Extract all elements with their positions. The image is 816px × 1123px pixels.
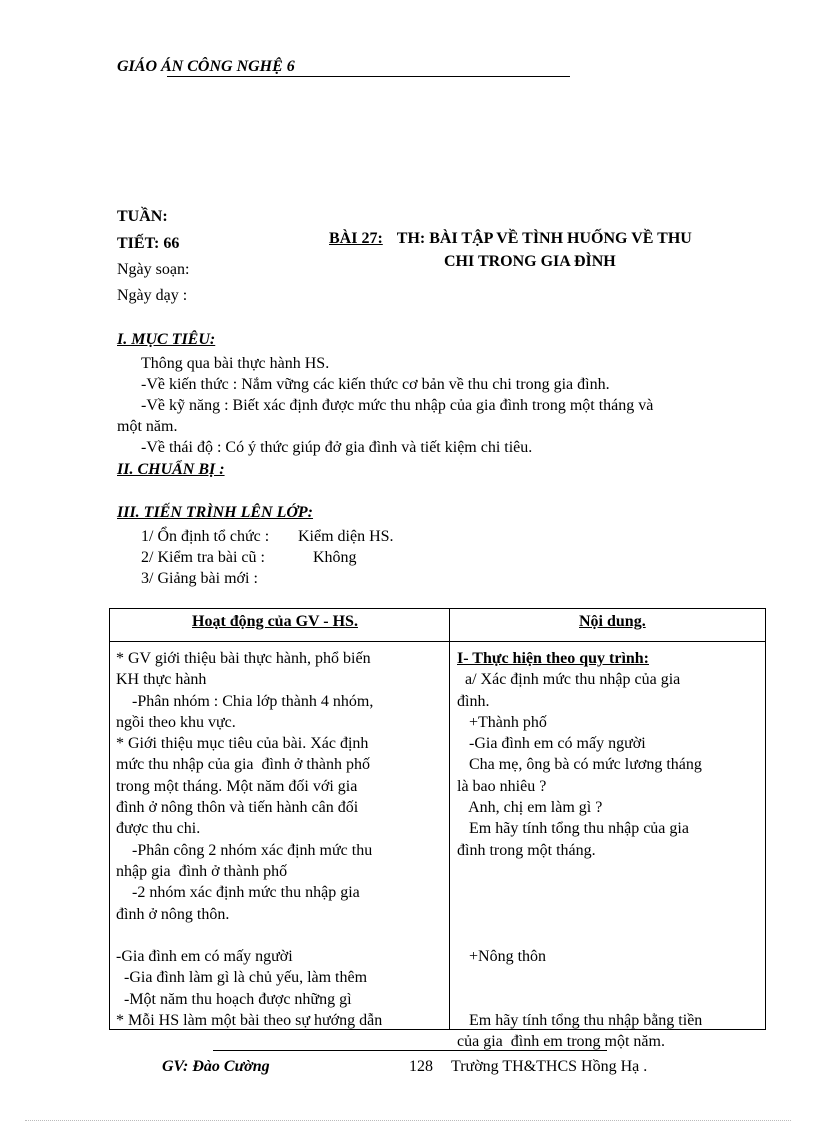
table-cell-line: -2 nhóm xác định mức thu nhập gia — [116, 884, 360, 902]
table-column-content — [457, 648, 762, 1053]
table-cell-line — [457, 967, 762, 988]
table-cell-line: -Gia đình em có mấy người — [457, 735, 646, 753]
table-cell-line: được thu chi. — [116, 820, 201, 838]
table-cell-line: trong một tháng. Một năm đối với gia — [116, 777, 358, 795]
procedure-step: 1/ Ổn định tổ chức : Kiểm diện HS. — [141, 528, 394, 545]
table-cell-line: Em hãy tính tổng thu nhập bằng tiền — [457, 1012, 703, 1030]
preparation-heading: II. CHUẨN BỊ : — [117, 461, 225, 478]
table-cell-line — [457, 925, 762, 946]
procedure-step: 2/ Kiểm tra bài cũ : Không — [141, 549, 357, 566]
table-cell-line: của gia đình em trong một năm. — [457, 1033, 665, 1051]
period-label: TIẾT: 66 — [117, 235, 180, 252]
table-cell-line: +Nông thôn — [457, 948, 547, 966]
table-column-divider — [449, 608, 450, 1030]
footer-page-number: 128 — [409, 1058, 433, 1075]
teach-date-label: Ngày dạy : — [117, 287, 188, 304]
footer-teacher: GV: Đào Cường — [162, 1058, 270, 1075]
table-cell-line: nhập gia đình ở thành phố — [116, 862, 288, 880]
objective-line: -Về kỹ năng : Biết xác định được mức thu nhập của gia đình trong một tháng và — [141, 397, 654, 414]
table-cell-line: đình ở nông thôn và tiến hành cân đối — [116, 799, 359, 817]
footer-school: Trường TH&THCS Hồng Hạ . — [451, 1058, 648, 1075]
lesson-number: BÀI 27: — [329, 230, 383, 247]
table-cell-line: -Gia đình làm gì là chủ yếu, làm thêm — [116, 969, 368, 987]
objective-line: Thông qua bài thực hành HS. — [141, 355, 330, 372]
objective-line: -Về thái độ : Có ý thức giúp đở gia đình và tiết kiệm chi tiêu. — [141, 439, 533, 456]
prep-date-label: Ngày soạn: — [117, 261, 190, 278]
procedure-heading: III. TIẾN TRÌNH LÊN LỚP: — [117, 504, 314, 521]
header-underline — [167, 76, 570, 77]
table-header-activities: Hoạt động của GV - HS. — [192, 613, 358, 630]
table-cell-line — [457, 882, 762, 903]
table-cell-line — [457, 861, 762, 882]
table-cell-line: KH thực hành — [116, 671, 207, 689]
table-cell-line: -Phân nhóm : Chia lớp thành 4 nhóm, — [116, 692, 374, 710]
document-header-title: GIÁO ÁN CÔNG NGHỆ 6 — [117, 58, 295, 75]
procedure-steps — [141, 526, 394, 589]
page-bottom-edge — [25, 1120, 791, 1121]
table-column-activities — [116, 648, 444, 1031]
week-label: TUẦN: — [117, 208, 168, 225]
table-cell-line: -Một năm thu hoạch được những gì — [116, 990, 352, 1008]
table-cell-line: ngồi theo khu vực. — [116, 713, 236, 731]
lesson-title — [329, 230, 692, 248]
table-cell-line: a/ Xác định mức thu nhập của gia — [457, 671, 681, 689]
footer-rule — [213, 1050, 607, 1051]
table-cell-line: đình ở nông thôn. — [116, 905, 230, 923]
content-section-heading: I- Thực hiện theo quy trình: — [457, 650, 650, 667]
objective-line: một năm. — [117, 418, 178, 435]
table-cell-line: +Thành phố — [457, 713, 547, 731]
table-cell-line: là bao nhiêu ? — [457, 777, 547, 795]
table-cell-line: Cha mẹ, ông bà có mức lương tháng — [457, 756, 702, 774]
table-cell-line: -Gia đình em có mấy người — [116, 948, 293, 966]
table-cell-line: Em hãy tính tổng thu nhập của gia — [457, 820, 689, 838]
lesson-title-line2: CHI TRONG GIA ĐÌNH — [444, 253, 616, 270]
table-cell-line — [457, 904, 762, 925]
procedure-step: 3/ Giảng bài mới : — [141, 570, 258, 587]
lesson-title-line1: TH: BÀI TẬP VỀ TÌNH HUỐNG VỀ THU — [396, 230, 692, 247]
table-cell-line: * Giới thiệu mục tiêu của bài. Xác định — [116, 735, 369, 753]
objectives-heading: I. MỤC TIÊU: — [117, 331, 216, 348]
table-header-content: Nội dung. — [579, 613, 646, 630]
table-cell-line: * GV giới thiệu bài thực hành, phổ biến — [116, 650, 371, 667]
table-cell-line: -Phân công 2 nhóm xác định mức thu — [116, 841, 373, 859]
table-cell-line — [116, 925, 444, 946]
objectives-body — [117, 353, 653, 458]
table-cell-line: * Mỗi HS làm một bài theo sự hướng dẫn — [116, 1012, 383, 1030]
table-cell-line: đình trong một tháng. — [457, 841, 596, 859]
table-cell-line: mức thu nhập của gia đình ở thành phố — [116, 756, 370, 774]
table-cell-line: Anh, chị em làm gì ? — [457, 799, 603, 817]
objective-line: -Về kiến thức : Nắm vững các kiến thức cơ bản về thu chi trong gia đình. — [141, 376, 610, 393]
table-header-divider — [109, 641, 766, 642]
table-cell-line — [457, 989, 762, 1010]
table-cell-line: đình. — [457, 692, 490, 710]
